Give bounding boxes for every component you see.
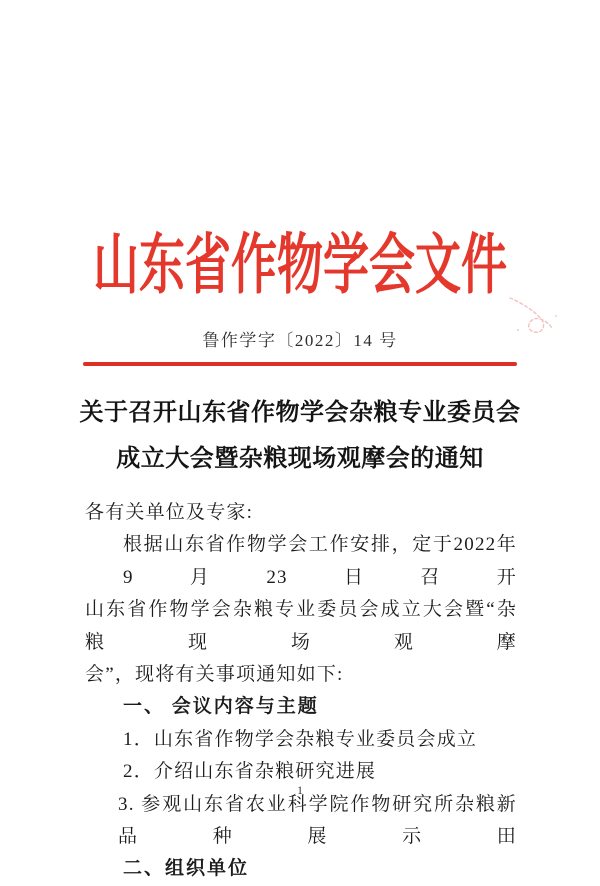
document-title xyxy=(40,390,560,482)
body-line-item-2: 2．介绍山东省杂粮研究进展 xyxy=(123,761,377,783)
body-line-section-1-heading: 一、 会议内容与主题 xyxy=(123,696,319,718)
red-divider-rule xyxy=(83,362,517,366)
document-title-line1: 关于召开山东省作物学会杂粮专业委员会 xyxy=(79,400,521,426)
body-line-section-2-heading: 二、组织单位 xyxy=(123,858,250,880)
body-line-item-3: 3. 参观山东省农业科学院作物研究所杂粮新品种展示田 xyxy=(118,793,517,848)
body-line-paragraph-1: 根据山东省作物学会工作安排，定于2022年9月23日召开 xyxy=(123,534,517,588)
body-line-salutation: 各有关单位及专家: xyxy=(85,502,254,523)
document-title-line2: 成立大会暨杂粮现场观摩会的通知 xyxy=(116,446,484,472)
masthead-title: 山东省作物学会文件 xyxy=(93,228,507,302)
document-body xyxy=(85,497,517,886)
body-line-paragraph-3: 会”，现将有关事项通知如下: xyxy=(85,664,344,686)
body-line-item-1: 1．山东省作物学会杂粮专业委员会成立 xyxy=(123,728,478,750)
document-number: 鲁作学字〔2022〕14 号 xyxy=(202,331,398,350)
body-line-paragraph-2: 山东省作物学会杂粮专业委员会成立大会暨“杂粮现场观摩 xyxy=(85,599,517,653)
page-number: 1 xyxy=(297,783,303,797)
